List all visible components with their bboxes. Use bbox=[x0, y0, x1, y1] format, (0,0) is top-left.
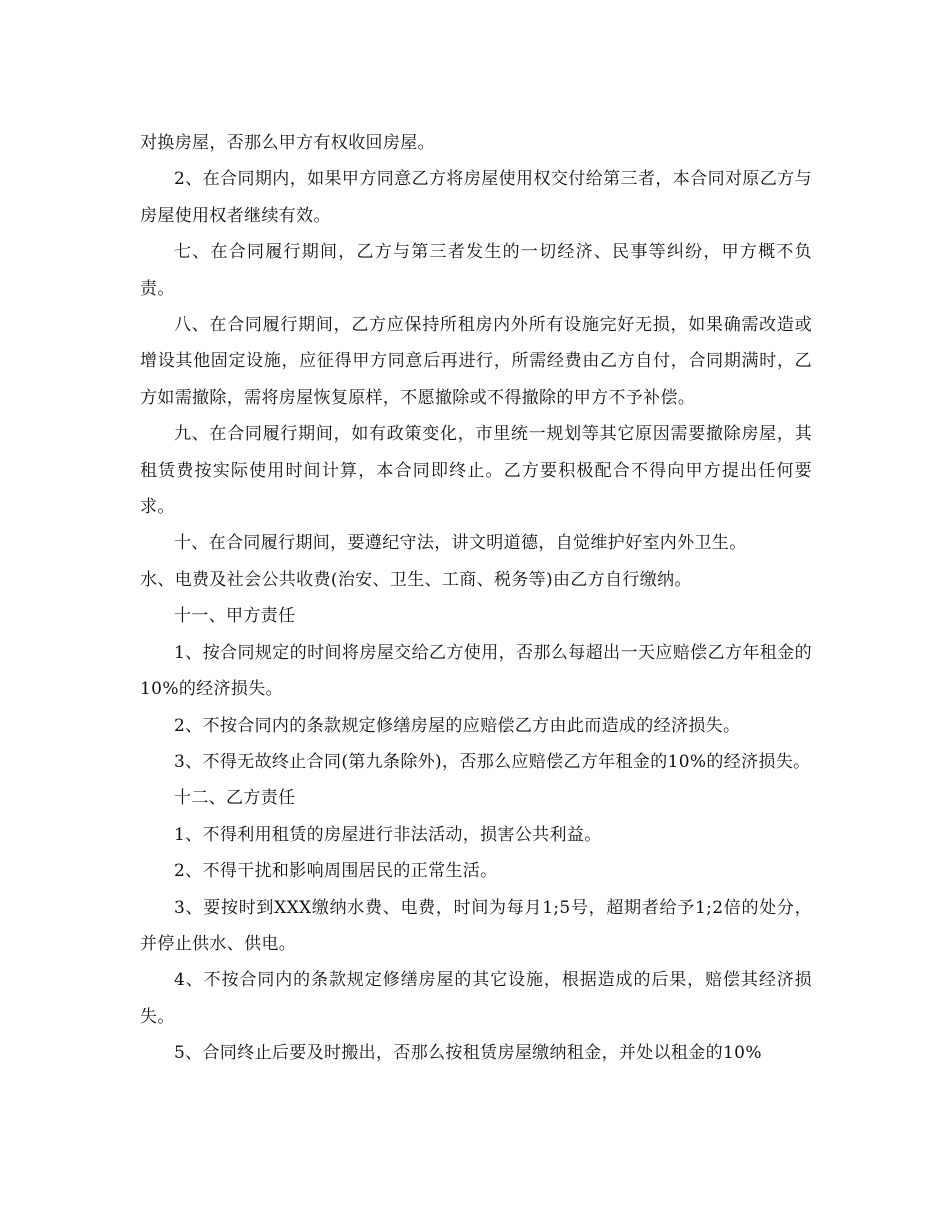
paragraph-party-a-1: 1、按合同规定的时间将房屋交给乙方使用，否那么每超出一天应赔偿乙方年租金的10%的经济损失。 bbox=[140, 642, 812, 700]
paragraph-party-a-3: 3、不得无故终止合同(第九条除外)，否那么应赔偿乙方年租金的10%的经济损失。 bbox=[174, 751, 811, 772]
paragraph-party-a-2: 2、不按合同内的条款规定修缮房屋的应赔偿乙方由此而造成的经济损失。 bbox=[174, 715, 741, 736]
paragraph-party-b-4: 4、不按合同内的条款规定修缮房屋的其它设施，根据造成的后果，赔偿其经济损失。 bbox=[140, 970, 812, 1027]
paragraph-article-10: 十、在合同履行期间，要遵纪守法，讲文明道德，自觉维护好室内外卫生。 bbox=[174, 533, 747, 554]
paragraph-party-b-3: 3、要按时到XXX缴纳水费、电费，时间为每月1;5号，超期者给予1;2倍的处分，并停止供水、供电。 bbox=[140, 897, 812, 954]
paragraph-article-7: 七、在合同履行期间，乙方与第三者发生的一切经济、民事等纠纷，甲方概不负责。 bbox=[140, 242, 812, 299]
paragraph-party-b-1: 1、不得利用租赁的房屋进行非法活动，损害公共利益。 bbox=[174, 824, 602, 845]
document-body bbox=[140, 125, 812, 1072]
paragraph-clause-6-2: 2、在合同期内，如果甲方同意乙方将房屋使用权交付给第三者，本合同对原乙方与房屋使用权者继续有效。 bbox=[140, 169, 812, 226]
paragraph-article-8: 八、在合同履行期间，乙方应保持所租房内外所有设施完好无损，如果确需改造或增设其他固定设施，应征得甲方同意后再进行，所需经费由乙方自付，合同期满时，乙方如需撤除，需将房屋恢复原样，不愿撤除或不得撤除的甲方不予补偿。 bbox=[140, 315, 812, 408]
heading-party-b-duties: 十二、乙方责任 bbox=[174, 788, 296, 809]
paragraph-party-b-5: 5、合同终止后要及时搬出，否那么按租赁房屋缴纳租金，并处以租金的10% bbox=[174, 1043, 762, 1064]
paragraph-continuation: 对换房屋，否那么甲方有权收回房屋。 bbox=[140, 133, 435, 153]
paragraph-article-9: 九、在合同履行期间，如有政策变化，市里统一规划等其它原因需要撤除房屋，其租赁费按实际使用时间计算，本合同即终止。乙方要积极配合不得向甲方提出任何要求。 bbox=[140, 424, 812, 518]
paragraph-utilities: 水、电费及社会公共收费(治安、卫生、工商、税务等)由乙方自行缴纳。 bbox=[140, 569, 692, 590]
heading-party-a-duties: 十一、甲方责任 bbox=[174, 606, 296, 627]
paragraph-party-b-2: 2、不得干扰和影响周围居民的正常生活。 bbox=[174, 861, 498, 882]
